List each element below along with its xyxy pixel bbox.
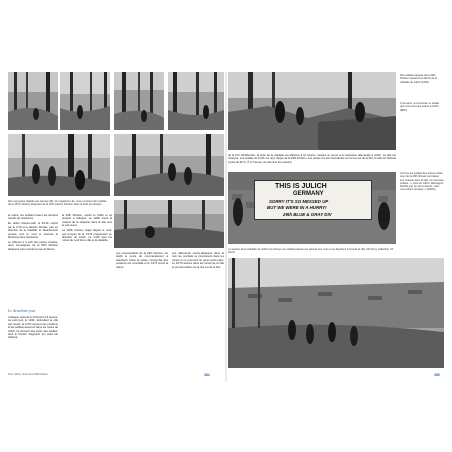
- left-text-column-2: [62, 214, 112, 244]
- photo-forest-soldiers-2: [60, 72, 110, 130]
- left-main-caption: Des regroupés réalisés par George Silk, du magazine Life, nous montrent des soldats de la 117th Infantry Regiment de la 30th Infantry Division dans la forêt de Hürtgen.: [8, 200, 107, 207]
- sign-line-2: GERMANY: [293, 191, 324, 197]
- left-col3-para-1: Les commandants de la 29th Division ont établi le poste de commandement à Hambach. Dans la soirée, l'ensemble des positions est consolidé et le 1/175 prend la relève.: [116, 252, 168, 269]
- left-text-column-1: [8, 214, 58, 253]
- left-col1-para-1: la rivière, les soldats brisent les derniers nœuds de résistance.: [8, 214, 58, 221]
- right-bottom-caption: Le secteur de la citadelle de Jülich est nettoyé, les soldats passent au pied de ses murs et se déploient à l'est de la ville (US Army Collection / R. Hertz).: [228, 248, 394, 255]
- photo-forest-soldiers-4: [168, 72, 224, 130]
- left-col2-para-1: la 29th Division, rejoint le 119th et se prépare à l'attaque. Le 119th reçoit la mission de se déplacer dans la ville vers le sud-ouest.: [62, 214, 112, 228]
- photo-citadel-walls: [228, 258, 444, 368]
- left-text-column-3: [116, 252, 168, 271]
- photo-forest-floor: [114, 200, 224, 248]
- photo-forest-soldiers-3: [114, 72, 164, 130]
- photo-soldiers-slope: [114, 134, 224, 196]
- julich-sign-board: [254, 180, 372, 220]
- left-col1-para-3: Le 2/lancer 2 a subi des pertes cruelles, deux compagnies de la 84th Division attaquent sans succès la rive du fleuve.: [8, 240, 58, 251]
- right-page-number: 385: [434, 373, 440, 377]
- left-text-column-4: [172, 252, 224, 271]
- photo-soldiers-woods: [8, 134, 110, 196]
- sign-line-4: BUT WE WERE IN A HURRY!: [267, 205, 327, 210]
- left-col2-para-2: La 116th Infantry réagit depuis le nord. Les troupes de la 1/175 progressent en direction de Jülich. Le 1/116 tient les ruines du nord de la ville et la citadelle.: [62, 229, 112, 243]
- left-col1-para-2: En début d'après-midi, le 3/119, rejoint par le 1/16 et la division blindée, part en direction de la citadelle; le détachement pousse vers le nord et traverse le faubourg sans résistance.: [8, 222, 58, 239]
- right-top-caption: Des soldats équipés de la 29th Division passent les débris de la citadelle de Jülich (1945).: [400, 74, 438, 84]
- left-page: [8, 72, 224, 382]
- right-top-caption-2: C'est ainsi, a commenté un soldat, que nous sommes entrés à Jülich (BPK).: [400, 102, 440, 112]
- sign-line-1: THIS IS JULICH: [275, 183, 327, 190]
- photo-citadel-rubble: [228, 72, 396, 150]
- left-col4-para-1: Les Allemands contre-attaquent dans la nuit; les combats se poursuivent dans les ruines et ne prennent fin qu'au petit matin. Le 3/175 avance dans les ruines de la ville et prend position sur la rive est de la Rur.: [172, 252, 224, 269]
- left-footer: Foto: Jülich, cliché de la 29th Division.: [8, 373, 49, 376]
- sign-line-5: 29th BLUE & GRAY DIV: [283, 212, 332, 217]
- left-text-column-1b: [8, 316, 58, 341]
- photo-forest-soldiers-1: [8, 72, 58, 130]
- right-page: [228, 72, 444, 382]
- right-text-top: de la Fort Wohlbrücke, la prise de la citadelle est effective à 10 heures, mettant un terme à la résistance allemande à Jülich. La ville est nettoyée. Les soldats du 1/116 ont reçu l'appui de la 29th Division. Les pertes ont été importantes sur la rive est de la Rur, la ville est détruite à plus de 90 %. À 17 heures, les derniers tirs cessent.: [228, 154, 396, 164]
- left-col1b-para-1: L'attaque reprend le 24 février à 6 heures. Au petit jour, le 119th, débordant la ville par l'ouest, la 117th reprend ses positions et les soldats avancent dans les ruines de Jülich. Ils trouvent des civils, des soldats, dont le Panzer Regiment qui avait été déployé.: [8, 316, 58, 340]
- left-page-number: 384: [204, 373, 210, 377]
- right-sign-caption: Comme les soldats des autres unités, ceux de la 29th Division ont laissé leur marque dans la ville. Un panneau indique : « Ceci est Jülich, Allemagne. Désolé que ce soit si détruit, mais nous étions pressés. » (NARA).: [400, 172, 444, 192]
- sign-line-3: SORRY IT'S SO MESSED UP: [269, 199, 329, 204]
- section-heading: Le deuxième jour: [8, 308, 36, 313]
- page-gutter: [225, 72, 227, 382]
